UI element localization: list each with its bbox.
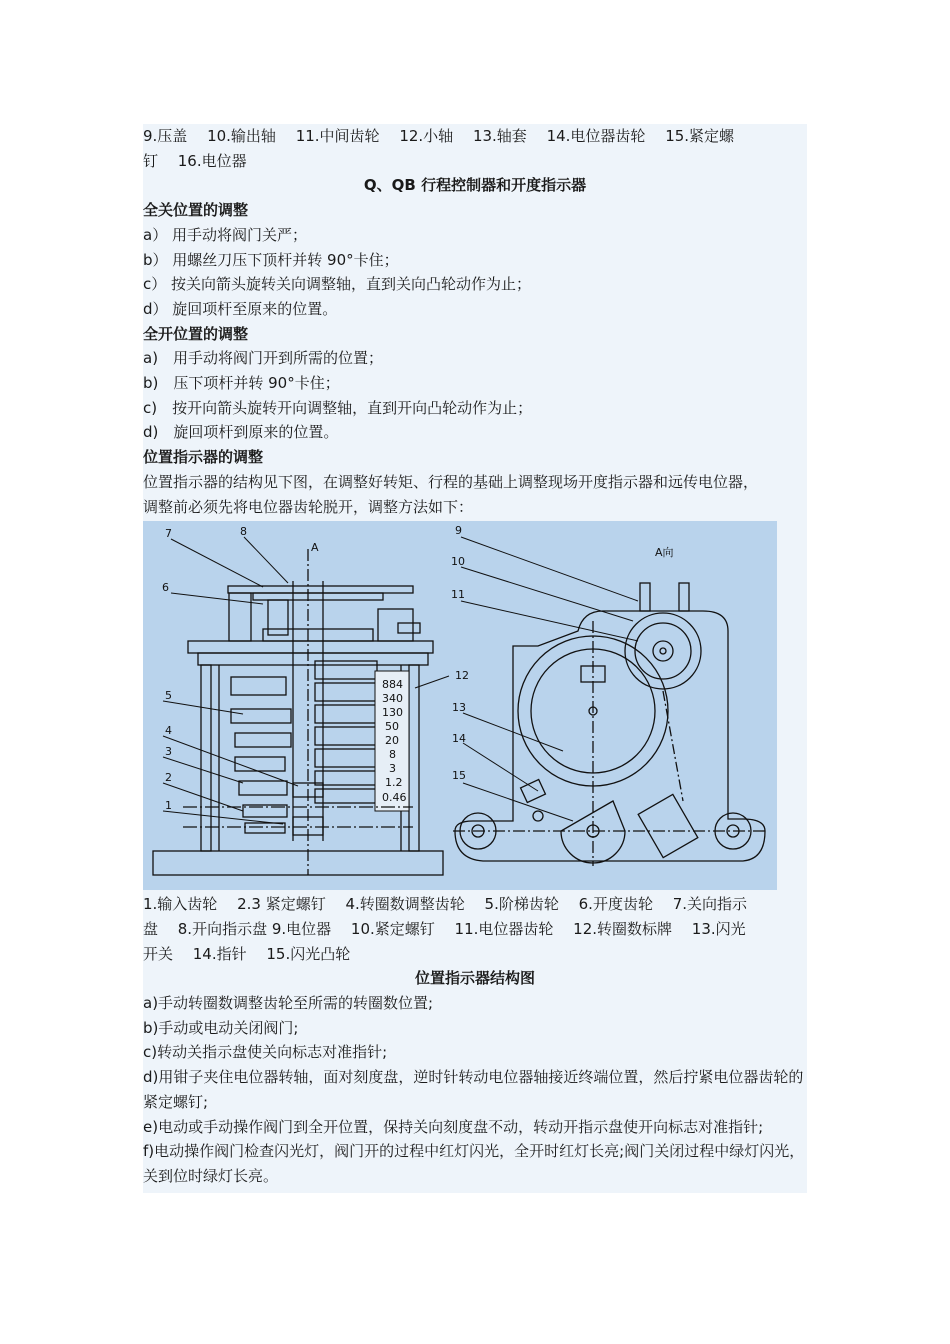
figure-label: 3 (165, 745, 172, 759)
caption-top-line-2: 钉 16.电位器 (143, 151, 247, 170)
scale-value: 50 (385, 720, 399, 734)
figure-label: 7 (165, 527, 172, 541)
figure-label: A (311, 541, 319, 555)
left-assembly-drawing (153, 537, 449, 875)
figure-label: 12 (455, 669, 469, 683)
figure-label: 5 (165, 689, 172, 703)
figure-label: 9 (455, 524, 462, 538)
scale-value: 130 (382, 706, 403, 720)
scale-value: 1.2 (385, 776, 403, 790)
legend-line-2: 盘 8.开向指示盘 9.电位器 10.紧定螺钉 11.电位器齿轮 12.转圈数标牌 13.闪光 (143, 919, 746, 938)
procedure-step: b)手动或电动关闭阀门; (143, 1018, 299, 1037)
full-close-step: a） 用手动将阀门关严； (143, 225, 307, 244)
procedure-step: e)电动或手动操作阀门到全开位置，保持关向刻度盘不动，转动开指示盘使开向标志对准指针; (143, 1117, 764, 1136)
figure-label: 1 (165, 799, 172, 813)
right-assembly-drawing (453, 537, 768, 866)
full-open-step: c) 按开向箭头旋转开向调整轴，直到开向凸轮动作为止； (143, 398, 533, 417)
scale-value: 884 (382, 678, 403, 692)
indicator-heading: 位置指示器的调整 (143, 448, 264, 467)
full-open-step: d) 旋回项杆到原来的位置。 (143, 423, 339, 442)
full-open-step: b) 压下项杆并转 90°卡住； (143, 374, 340, 393)
scale-value: 20 (385, 734, 399, 748)
full-close-heading: 全关位置的调整 (143, 201, 249, 220)
scale-value: 340 (382, 692, 403, 706)
scale-value: 0.46 (382, 791, 407, 805)
scale-value: 3 (389, 762, 396, 776)
full-open-step: a) 用手动将阀门开到所需的位置； (143, 349, 384, 368)
figure-label: 15 (452, 769, 466, 783)
indicator-intro-2: 调整前必须先将电位器齿轮脱开，调整方法如下： (143, 497, 474, 516)
figure-view-label: A向 (655, 546, 674, 560)
procedure-step: f)电动操作阀门检查闪光灯，阀门开的过程中红灯闪光，全开时红灯长亮;阀门关闭过程中绿灯闪光，关到位时绿灯长亮。 (143, 1142, 805, 1185)
procedure-step: d)用钳子夹住电位器转轴，面对刻度盘，逆时针转动电位器轴接近终端位置，然后拧紧电位器齿轮的紧定螺钉; (143, 1068, 804, 1111)
scale-value: 8 (389, 748, 396, 762)
indicator-intro-1: 位置指示器的结构见下图，在调整好转矩、行程的基础上调整现场开度指示器和远传电位器， (143, 472, 759, 491)
figure-label: 2 (165, 771, 172, 785)
left-figure-labels (162, 525, 319, 812)
full-close-step: b） 用螺丝刀压下顶杆并转 90°卡住； (143, 250, 399, 269)
figure-label: 11 (451, 588, 465, 602)
section-title: Q、QB 行程控制器和开度指示器 (363, 176, 587, 195)
document-body (143, 124, 807, 1193)
procedure-step: c)转动关指示盘使关向标志对准指针; (143, 1043, 388, 1062)
figure-label: 13 (452, 701, 466, 715)
legend-line-3: 开关 14.指针 15.闪光凸轮 (143, 944, 351, 963)
legend-line-1: 1.输入齿轮 2.3 紧定螺钉 4.转圈数调整齿轮 5.阶梯齿轮 6.开度齿轮 7.关向指示 (143, 895, 748, 914)
figure-title: 位置指示器结构图 (414, 969, 535, 988)
procedure-step: a)手动转圈数调整齿轮至所需的转圈数位置; (143, 994, 434, 1013)
indicator-structure-figure (143, 521, 777, 890)
figure-label: 6 (162, 581, 169, 595)
figure-label: 4 (165, 724, 172, 738)
figure-label: 14 (452, 732, 466, 746)
full-open-heading: 全开位置的调整 (143, 324, 249, 343)
caption-top-line-1: 9.压盖 10.输出轴 11.中间齿轮 12.小轴 13.轴套 14.电位器齿轮 15.紧定螺 (143, 127, 735, 145)
figure-label: 8 (240, 525, 247, 539)
full-close-step: c） 按关向箭头旋转关向调整轴，直到关向凸轮动作为止； (143, 275, 532, 294)
full-close-step: d） 旋回项杆至原来的位置。 (143, 299, 338, 318)
figure-label: 10 (451, 555, 465, 569)
right-gear-stack (315, 661, 377, 803)
